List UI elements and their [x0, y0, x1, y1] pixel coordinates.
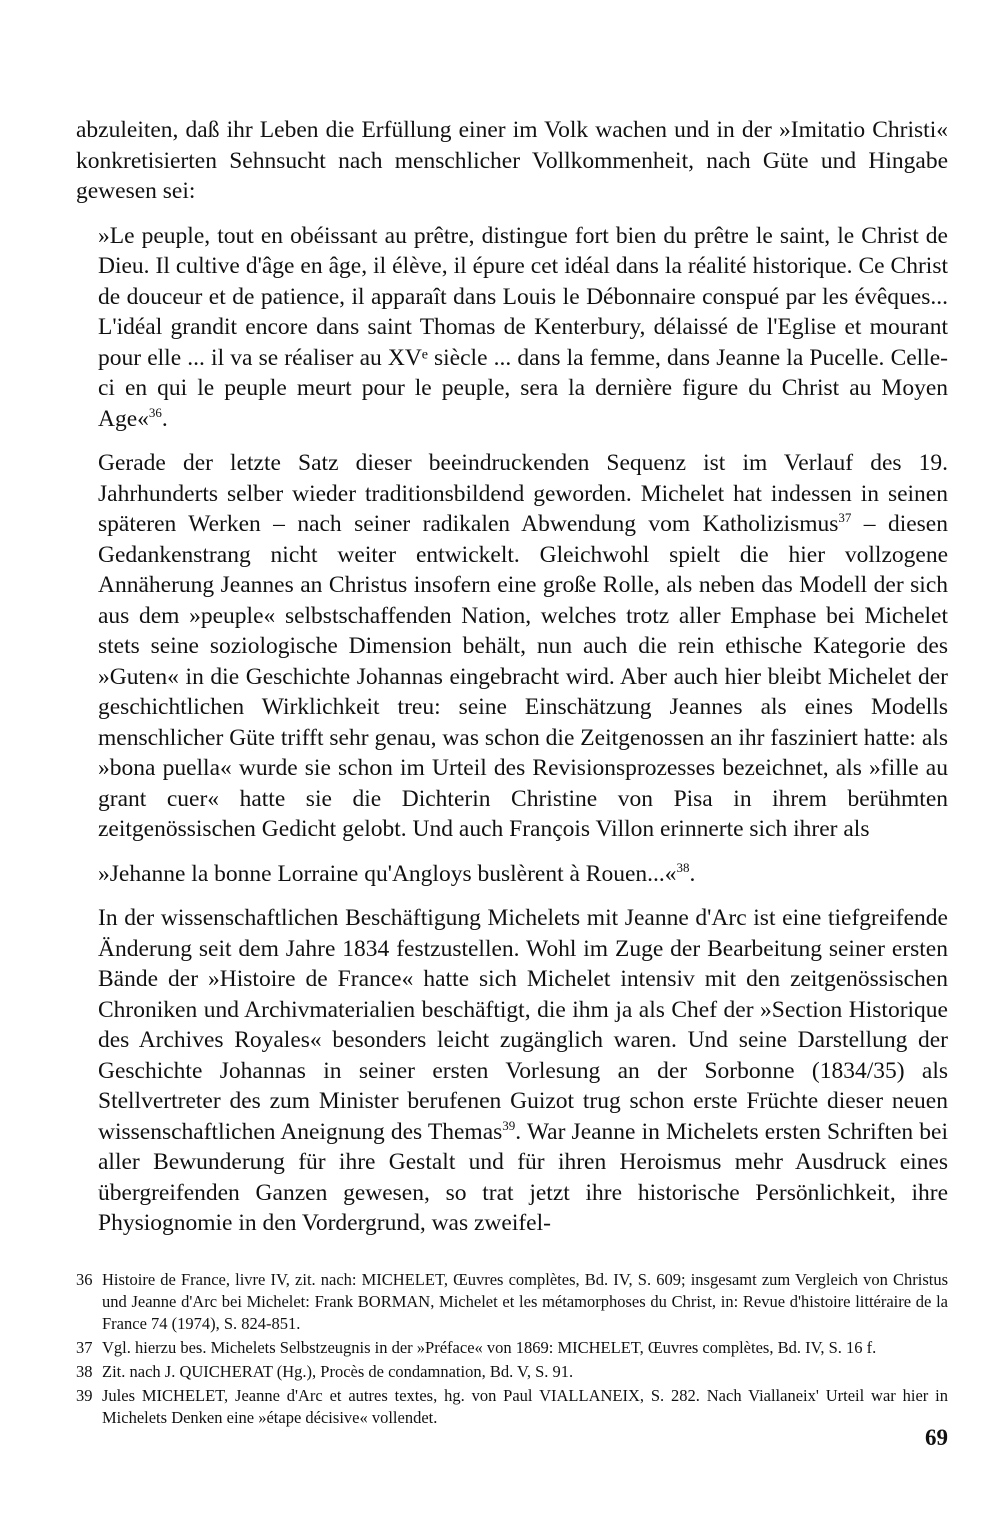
paragraph-2b: – diesen Gedankenstrang nicht weiter entwickelt. Gleichwohl spielt die hier vollzogene Annäherung Jeannes an Christus insofern eine große Rolle, als neben das Modell der sich aus dem »peuple« selbstschaffenden Nation, welches trotz aller Emphase bei Michelet stets seine soziologische Dimension behält, nun auch die rein ethische Kategorie des »Guten« in die Geschichte Johannas eingebracht wird. Aber auch hier bleibt Michelet der geschichtlichen Wirklichkeit treu: seine Einschätzung Jeannes als eines Modells menschlicher Güte trifft sehr genau, was schon die Zeitgenossen an ihr fasziniert hatte: als »bona puella« wurde sie schon im Urteil des Revisionsprozesses bezeichnet, als »fille au grant cuer« hatte sie die Dichterin Christine von Pisa in ihrem berühmten zeitgenössischen Gedicht gelobt. Und auch François Villon erinnerte sich ihrer als [98, 511, 948, 842]
page-number: 69 [925, 1425, 948, 1450]
quote-2-end: . [689, 860, 696, 887]
footnote-number: 38 [76, 1361, 93, 1381]
quote-2-text: »Jehanne la bonne Lorraine qu'Angloys buslèrent à Rouen...« [98, 860, 677, 887]
footnote-ref-38[interactable]: 38 [676, 859, 690, 875]
quote-villon [98, 859, 948, 890]
paragraph-3b: . War Jeanne in Michelets ersten Schriften bei aller Bewunderung für ihre Gestalt und für ihren Heroismus mehr Ausdruck eines übergreifenden Ganzen gewesen, so trat jetzt ihre historische Persönlichkeit, ihre Physiognomie in den Vordergrund, was zweifel- [98, 1118, 948, 1236]
paragraph-3 [76, 903, 948, 1239]
paragraph-1: abzuleiten, daß ihr Leben die Erfüllung einer im Volk wachen und in der »Imitatio Christi« konkretisierten Sehnsucht nach menschlicher Vollkommenheit, nach Güte und Hingabe gewesen sei: [76, 117, 948, 204]
page-content [76, 115, 948, 1431]
quote-1-end: . [161, 405, 168, 432]
footnote-number: 39 [76, 1385, 93, 1405]
paragraph-2 [76, 448, 948, 845]
paragraph-2a: Gerade der letzte Satz dieser beeindruckenden Sequenz ist im Verlauf des 19. Jahrhunderts selber wieder traditionsbildend geworden. Michelet hat indessen in seinen späteren Werken – nach seiner radikalen Abwendung vom Katholizismus [98, 450, 948, 537]
paragraph-3a: In der wissenschaftlichen Beschäftigung Michelets mit Jeanne d'Arc ist eine tiefgreifende Änderung seit dem Jahre 1834 festzustellen. Wohl im Zuge der Bearbeitung seiner ersten Bände der »Histoire de France« hatte sich Michelet intensiv mit den zeitgenössischen Chroniken und Archivmaterialien beschäftigt, die ihm ja als Chef der »Section Historique des Archives Royales« besonders leicht zugänglich waren. Und seine Darstellung der Geschichte Johannas in seiner ersten Vorlesung an der Sorbonne (1834/35) als Stellvertreter des zum Minister berufenen Guizot trug schon erste Früchte dieser neuen wissenschaftlichen Aneignung des Themas [98, 905, 948, 1145]
footnote-text: Zit. nach J. QUICHERAT (Hg.), Procès de condamnation, Bd. V, S. 91. [102, 1361, 574, 1381]
footnote-item [76, 1385, 948, 1429]
footnote-number: 37 [76, 1337, 93, 1357]
footnote-text: Histoire de France, livre IV, zit. nach: MICHELET, Œuvres complètes, Bd. IV, S. 609; insgesamt zum Vergleich von Christus und Jeanne d'Arc bei Michelet: Frank BORMAN, Michelet et les métamorphoses du Christ, in: Revue d'histoire littéraire de la France 74 (1974), S. 824-851. [102, 1269, 948, 1333]
footnote-item [76, 1337, 948, 1359]
footnote-text: Jules MICHELET, Jeanne d'Arc et autres textes, hg. von Paul VIALLANEIX, S. 282. Nach Viallaneix' Urteil war hier in Michelets Denken eine »étape décisive« vollendet. [102, 1385, 948, 1427]
footnote-item [76, 1269, 948, 1335]
footnote-item [76, 1361, 948, 1383]
footnote-ref-36[interactable]: 36 [148, 404, 162, 420]
quote-michelet [98, 221, 948, 435]
footnote-number: 36 [76, 1269, 93, 1289]
footnote-ref-37[interactable]: 37 [838, 510, 852, 526]
footnote-ref-39[interactable]: 39 [502, 1117, 516, 1133]
quote-1-text: »Le peuple, tout en obéissant au prêtre, distingue fort bien du prêtre le saint, le Christ de Dieu. Il cultive d'âge en âge, il élève, il épure cet idéal dans la réalité historique. Ce Christ de douceur et de patience, il apparaît dans Louis le Débonnaire conspué par les évêques... L'idéal grandit encore dans saint Thomas de Kenterbury, délaissé de l'Eglise et mourant pour elle ... il va se réaliser au XVᵉ siècle ... dans la femme, dans Jeanne la Pucelle. Celle-ci en qui le peuple meurt pour le peuple, sera la dernière figure du Christ au Moyen Age« [98, 222, 948, 432]
footnotes [76, 1269, 948, 1429]
footnote-text: Vgl. hierzu bes. Michelets Selbstzeugnis in der »Préface« von 1869: MICHELET, Œuvres complètes, Bd. IV, S. 16 f. [102, 1337, 877, 1357]
